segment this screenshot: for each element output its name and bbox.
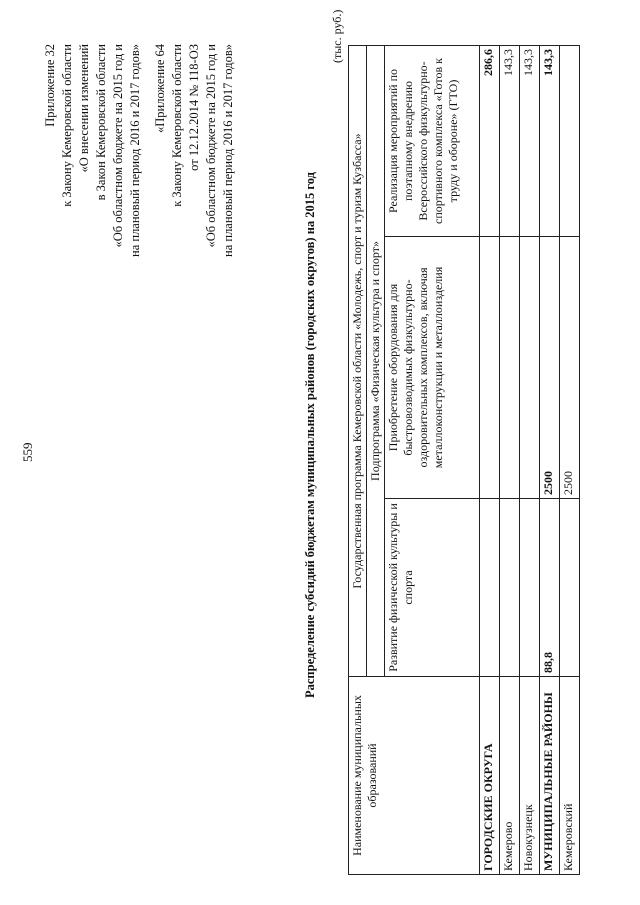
row-name: ГОРОДСКИЕ ОКРУГА xyxy=(480,677,500,875)
annex-line: к Закону Кемеровской области xyxy=(60,44,74,207)
table-row xyxy=(520,45,540,874)
cell-value: 143,3 xyxy=(520,45,540,236)
header-column: Развитие физической культуры и спорта xyxy=(385,499,480,677)
document-title: Распределение субсидий бюджетам муниципальных районов (городских округов) на 2015 год xyxy=(303,172,317,698)
table-row xyxy=(560,45,580,874)
subsidy-table xyxy=(348,45,580,875)
header-subprogram: Подпрограмма «Физическая культура и спорт» xyxy=(367,45,385,676)
cell-value xyxy=(480,499,500,677)
cell-value xyxy=(500,499,520,677)
cell-value: 143,3 xyxy=(500,45,520,236)
annex-line: «Об областном бюджете на 2015 год и xyxy=(111,44,125,248)
cell-value xyxy=(560,45,580,236)
table-row xyxy=(540,45,560,874)
annex-line: в Закон Кемеровской области xyxy=(94,44,108,201)
cell-value: 143,3 xyxy=(540,45,560,236)
annex-original-heading xyxy=(152,44,237,257)
annex-line: Приложение 32 xyxy=(43,44,57,127)
header-column: Приобретение оборудования для быстровозводимых физкультурно-оздоровительных комплексов, включая металлоконструкции и металлоизделия xyxy=(385,237,480,499)
annex-line: на плановый период 2016 и 2017 годов» xyxy=(128,44,142,257)
annex-line: «Об областном бюджете на 2015 год и xyxy=(204,44,218,248)
cell-value xyxy=(500,237,520,499)
cell-value: 2500 xyxy=(560,237,580,499)
cell-value xyxy=(520,237,540,499)
annex-line: от 12.12.2014 № 118-ОЗ xyxy=(187,44,201,171)
cell-value xyxy=(520,499,540,677)
row-name: Новокузнецк xyxy=(520,677,540,875)
units-label: (тыс. руб.) xyxy=(330,9,344,63)
cell-value: 2500 xyxy=(540,237,560,499)
table-row xyxy=(500,45,520,874)
header-column: Реализация мероприятий по поэтапному внедрению Всероссийского физкультурно-спортивного комплекса «Готов к труду и обороне» (ГТО) xyxy=(385,45,480,236)
cell-value: 88,8 xyxy=(540,499,560,677)
cell-value: 286,6 xyxy=(480,45,500,236)
row-name: Кемерово xyxy=(500,677,520,875)
cell-value xyxy=(480,237,500,499)
annex-line: «Приложение 64 xyxy=(153,44,167,133)
page-number: 559 xyxy=(20,442,35,462)
annex-line: к Закону Кемеровской области xyxy=(170,44,184,207)
annex-line: «О внесении изменений xyxy=(77,44,91,173)
annex-current-heading xyxy=(42,44,144,257)
row-name: Кемеровский xyxy=(560,677,580,875)
row-name: МУНИЦИПАЛЬНЫЕ РАЙОНЫ xyxy=(540,677,560,875)
cell-value xyxy=(560,499,580,677)
header-program: Государственная программа Кемеровской области «Молодежь, спорт и туризм Кузбасса» xyxy=(349,45,367,676)
annex-line: на плановый период 2016 и 2017 годов» xyxy=(221,44,235,257)
header-municipality: Наименование муниципальных образований xyxy=(349,677,480,875)
table-header-row xyxy=(349,45,367,874)
table-row xyxy=(480,45,500,874)
